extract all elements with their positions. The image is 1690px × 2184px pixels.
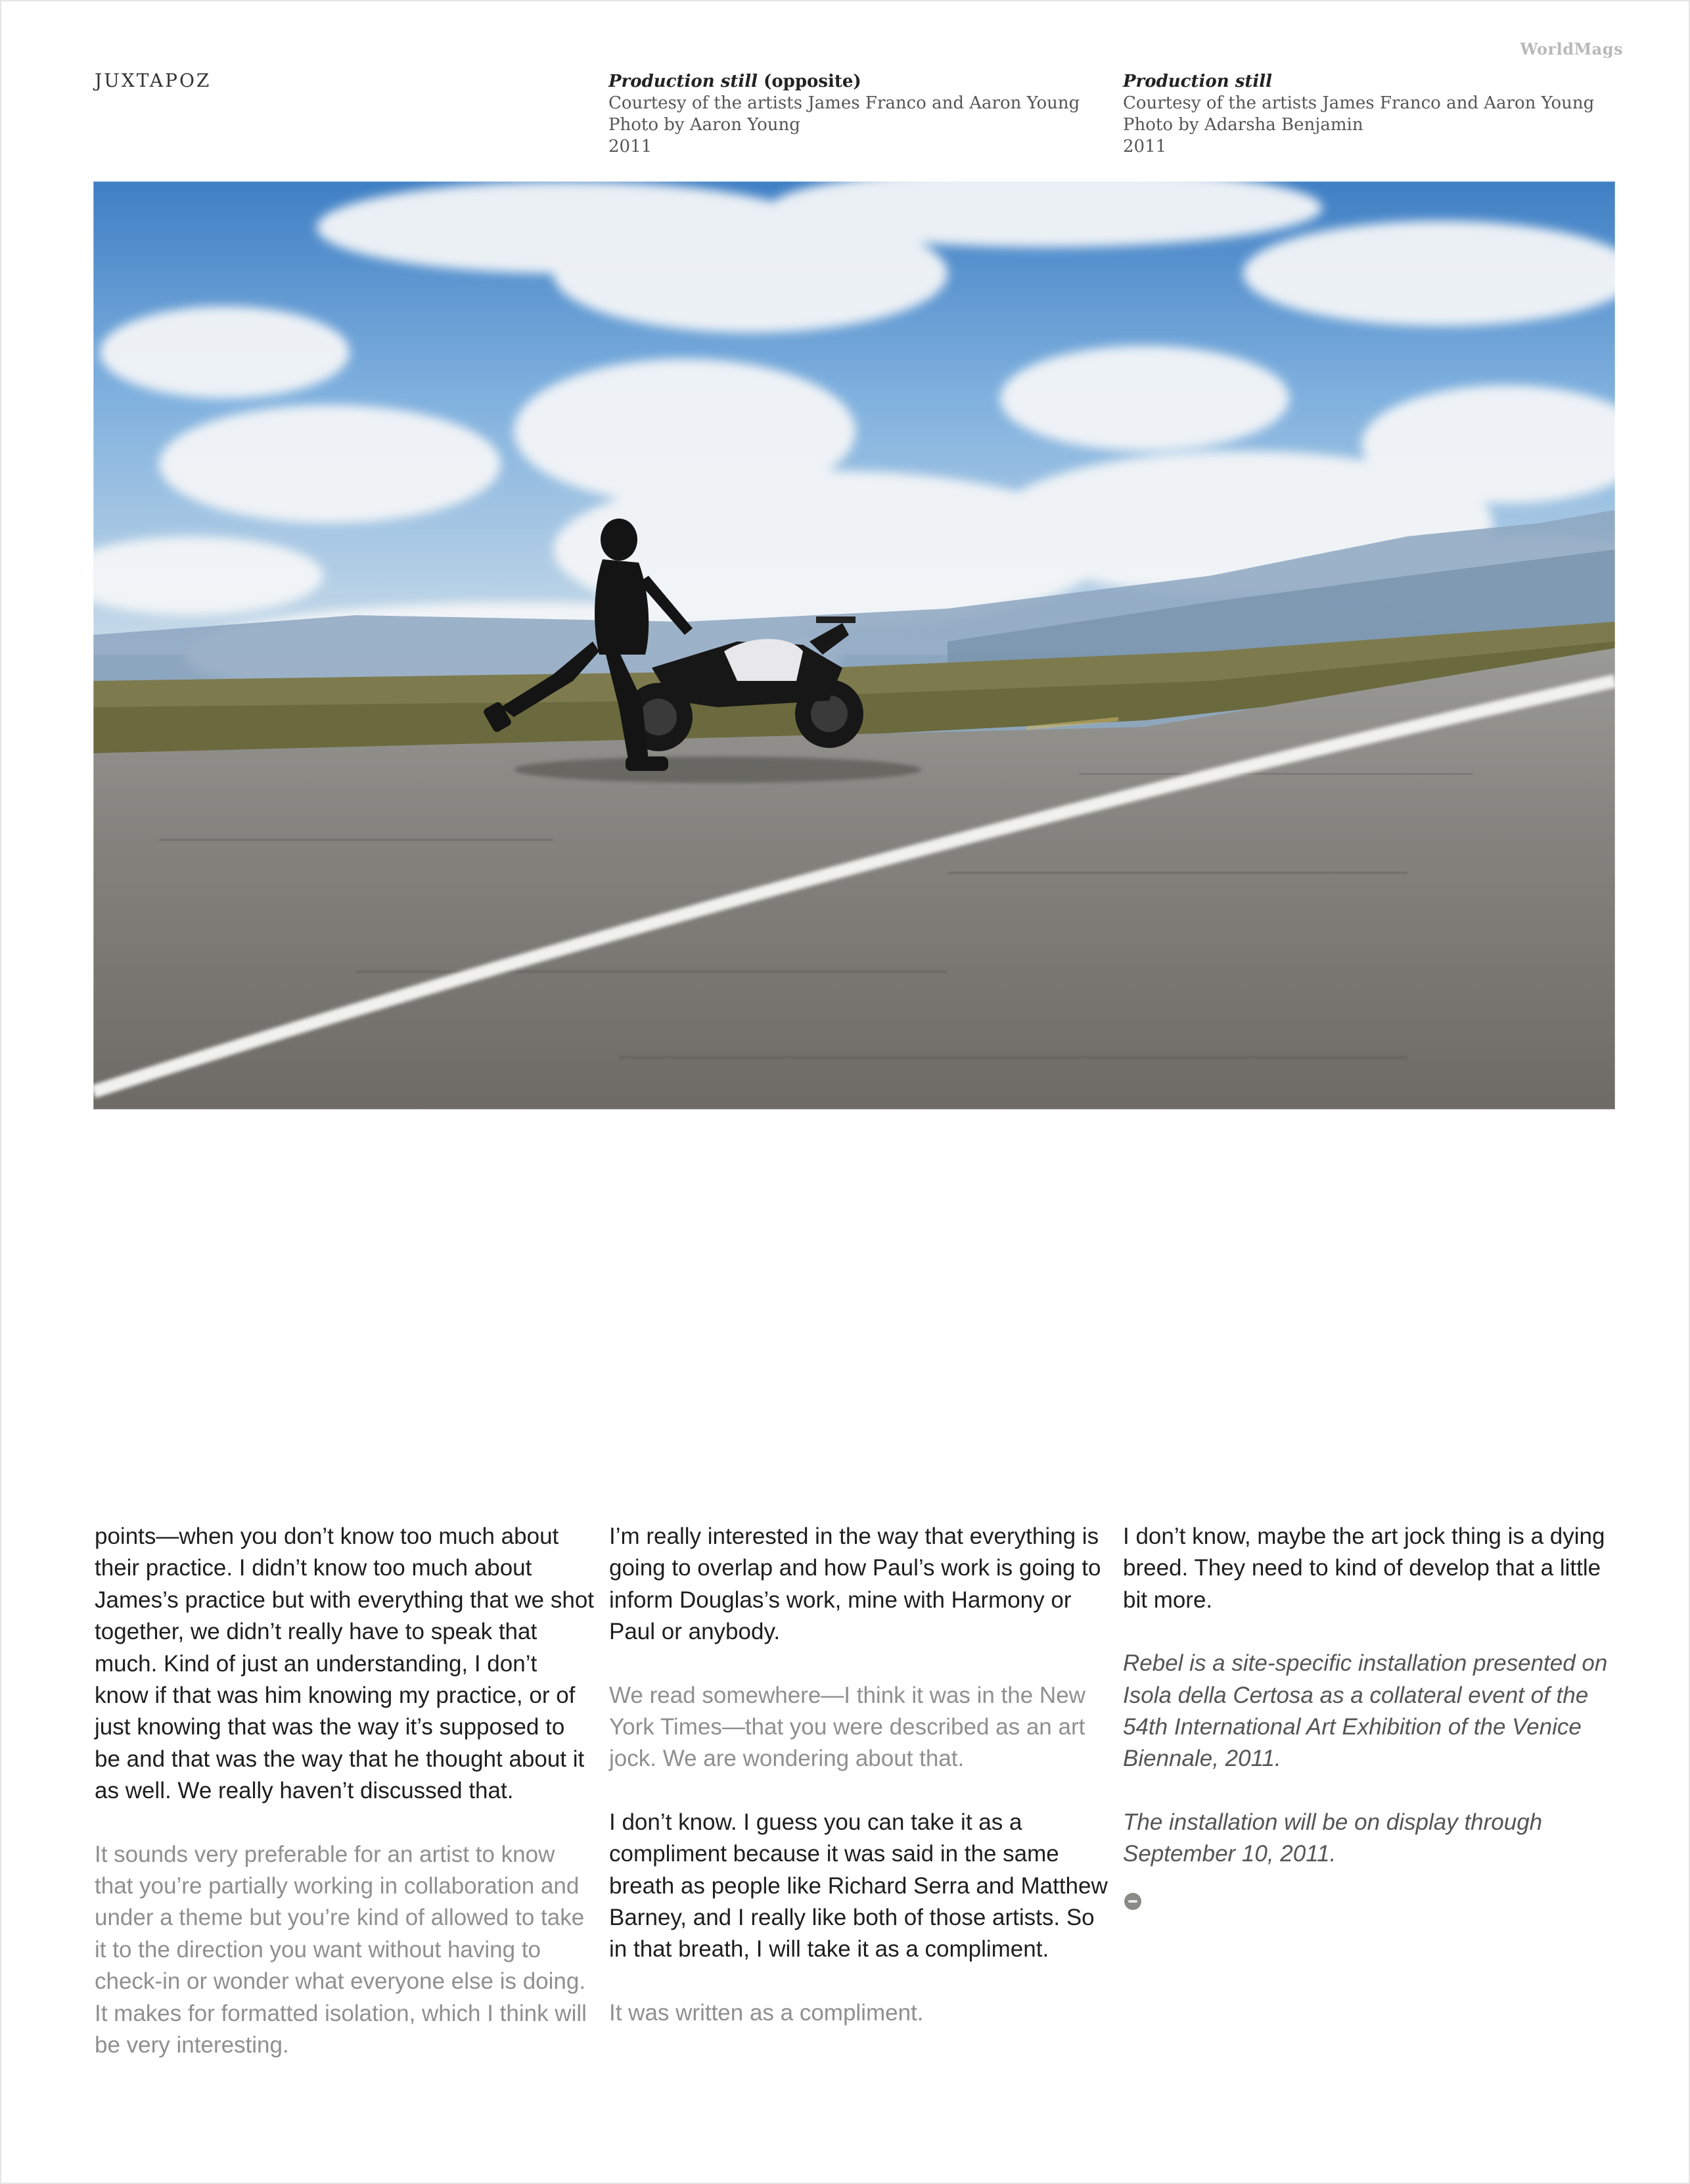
caption-year: 2011 (608, 137, 652, 156)
text-column-right (1123, 1521, 1622, 1910)
caption-year: 2011 (1123, 137, 1167, 156)
interview-question: We read somewhere—I think it was in the New York Times—that you were described as an art jock. We are wondering about that. (609, 1682, 1085, 1772)
caption-credit: Courtesy of the artists James Franco and Aaron Young (1123, 93, 1595, 113)
interview-answer: I don’t know, maybe the art jock thing is a dying breed. They need to kind of develop that a little bit more. (1123, 1523, 1605, 1613)
interview-answer: I’m really interested in the way that everything is going to overlap and how Paul’s work is going to inform Douglas’s work, mine with Harmony or Paul or anybody. (609, 1523, 1101, 1645)
photo-caption (1123, 71, 1609, 158)
text-column-left (95, 1521, 594, 2093)
end-of-article-icon (1124, 1893, 1141, 1910)
caption-title: Production still (1123, 72, 1272, 91)
installation-note: Rebel is a site-specific installation presented on Isola della Certosa as a collateral event of the 54th International Art Exhibition of the Venice Biennale, 2011. (1123, 1650, 1608, 1772)
interview-answer: points—when you don’t know too much about their practice. I didn’t know too much about James’s practice but with everything that we shot together, we didn’t really have to speak that much. Kind of just an understanding, I don’t know if that was him knowing my practice, or of just knowing that was the way it’s supposed to be and that was the way that he thought about it as well. We really haven’t discussed that. (95, 1523, 595, 1804)
display-dates-note: The installation will be on display through September 10, 2011. (1123, 1809, 1543, 1867)
interview-question: It was written as a compliment. (609, 1999, 924, 2026)
watermark: WorldMags (1520, 39, 1623, 58)
magazine-masthead: JUXTAPOZ (95, 70, 212, 91)
production-still-photo (93, 181, 1615, 1109)
text-column-middle (609, 1521, 1108, 2060)
caption-photographer: Photo by Aaron Young (608, 115, 800, 135)
interview-question: It sounds very preferable for an artist to know that you’re partially working in collaboration and under a theme but you’re kind of allowed to take it to the direction you want without having to check-in or wonder what everyone else is doing. It makes for formatted isolation, which I think will be very interesting. (95, 1841, 587, 2058)
caption-photographer: Photo by Adarsha Benjamin (1123, 115, 1363, 135)
caption-title: Production still (opposite) (608, 72, 861, 91)
interview-answer: I don’t know. I guess you can take it as a compliment because it was said in the same breath as people like Richard Serra and Matthew Barney, and I really like both of those artists. So in that breath, I will take it as a compliment. (609, 1809, 1108, 1963)
caption-credit: Courtesy of the artists James Franco and Aaron Young (608, 93, 1080, 113)
photo-caption-opposite (608, 71, 1095, 158)
